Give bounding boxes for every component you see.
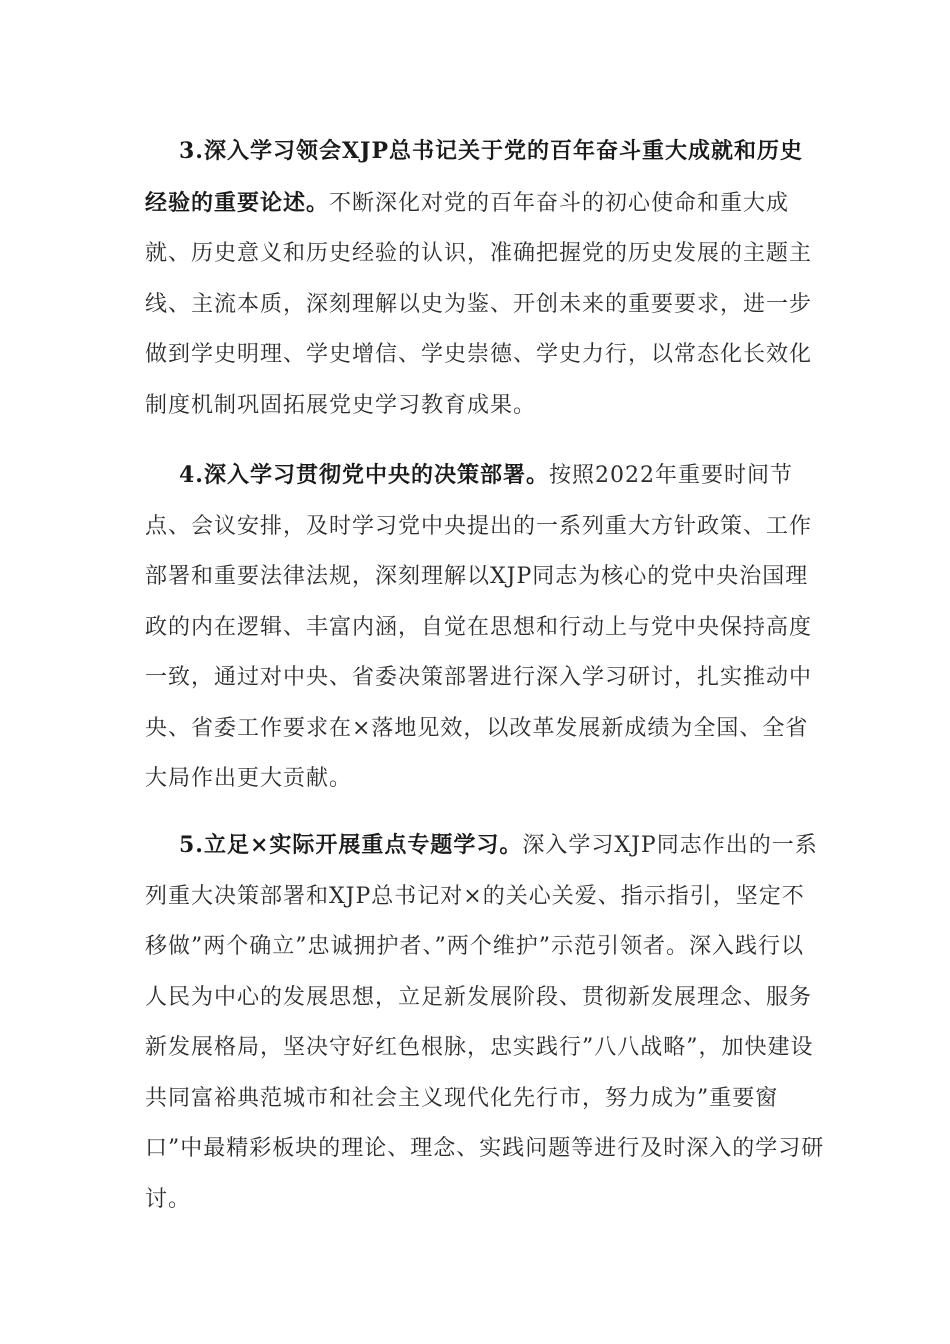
paragraph-5-heading: 5.立足×实际开展重点专题学习。 [179, 832, 523, 858]
paragraph-5-body: 深入学习XJP同志作出的一系列重大决策部署和XJP总书记对×的关心关爱、指示指引，坚定不移做”两个确立”忠诚拥护者、”两个维护”示范引领者。深入践行以人民为中心的发展思想，立足新发展阶段、贯彻新发展理念、服务新发展格局，坚决守好红色根脉，忠实践行”八八战略”，加快建设共同富裕典范城市和社会主义现代化先行市，努力成为”重要窗口”中最精彩板块的理论、理念、实践问题等进行及时深入的学习研讨。 [145, 833, 825, 1212]
paragraph-4-body: 按照2022年重要时间节点、会议安排，及时学习党中央提出的一系列重大方针政策、工作部署和重要法律法规，深刻理解以XJP同志为核心的党中央治国理政的内在逻辑、丰富内涵，自觉在思想和行动上与党中央保持高度一致，通过对中央、省委决策部署进行深入学习研讨，扎实推动中央、省委工作要求在×落地见效，以改革发展新成绩为全国、全省大局作出更大贡献。 [145, 463, 813, 791]
paragraph-4 [145, 450, 825, 805]
paragraph-3 [145, 126, 825, 431]
paragraph-4-heading: 4.深入学习贯彻党中央的决策部署。 [179, 462, 549, 488]
paragraph-3-heading: 3.深入学习领会XJP总书记关于党的百年奋斗重大成就和历史经验的重要论述。 [145, 138, 803, 216]
paragraph-3-body: 不断深化对党的百年奋斗的初心使命和重大成就、历史意义和历史经验的认识，准确把握党的历史发展的主题主线、主流本质，深刻理解以史为鉴、开创未来的重要要求，进一步做到学史明理、学史增信、学史崇德、学史力行，以常态化长效化制度机制巩固拓展党史学习教育成果。 [145, 190, 813, 418]
paragraph-5 [145, 820, 825, 1225]
